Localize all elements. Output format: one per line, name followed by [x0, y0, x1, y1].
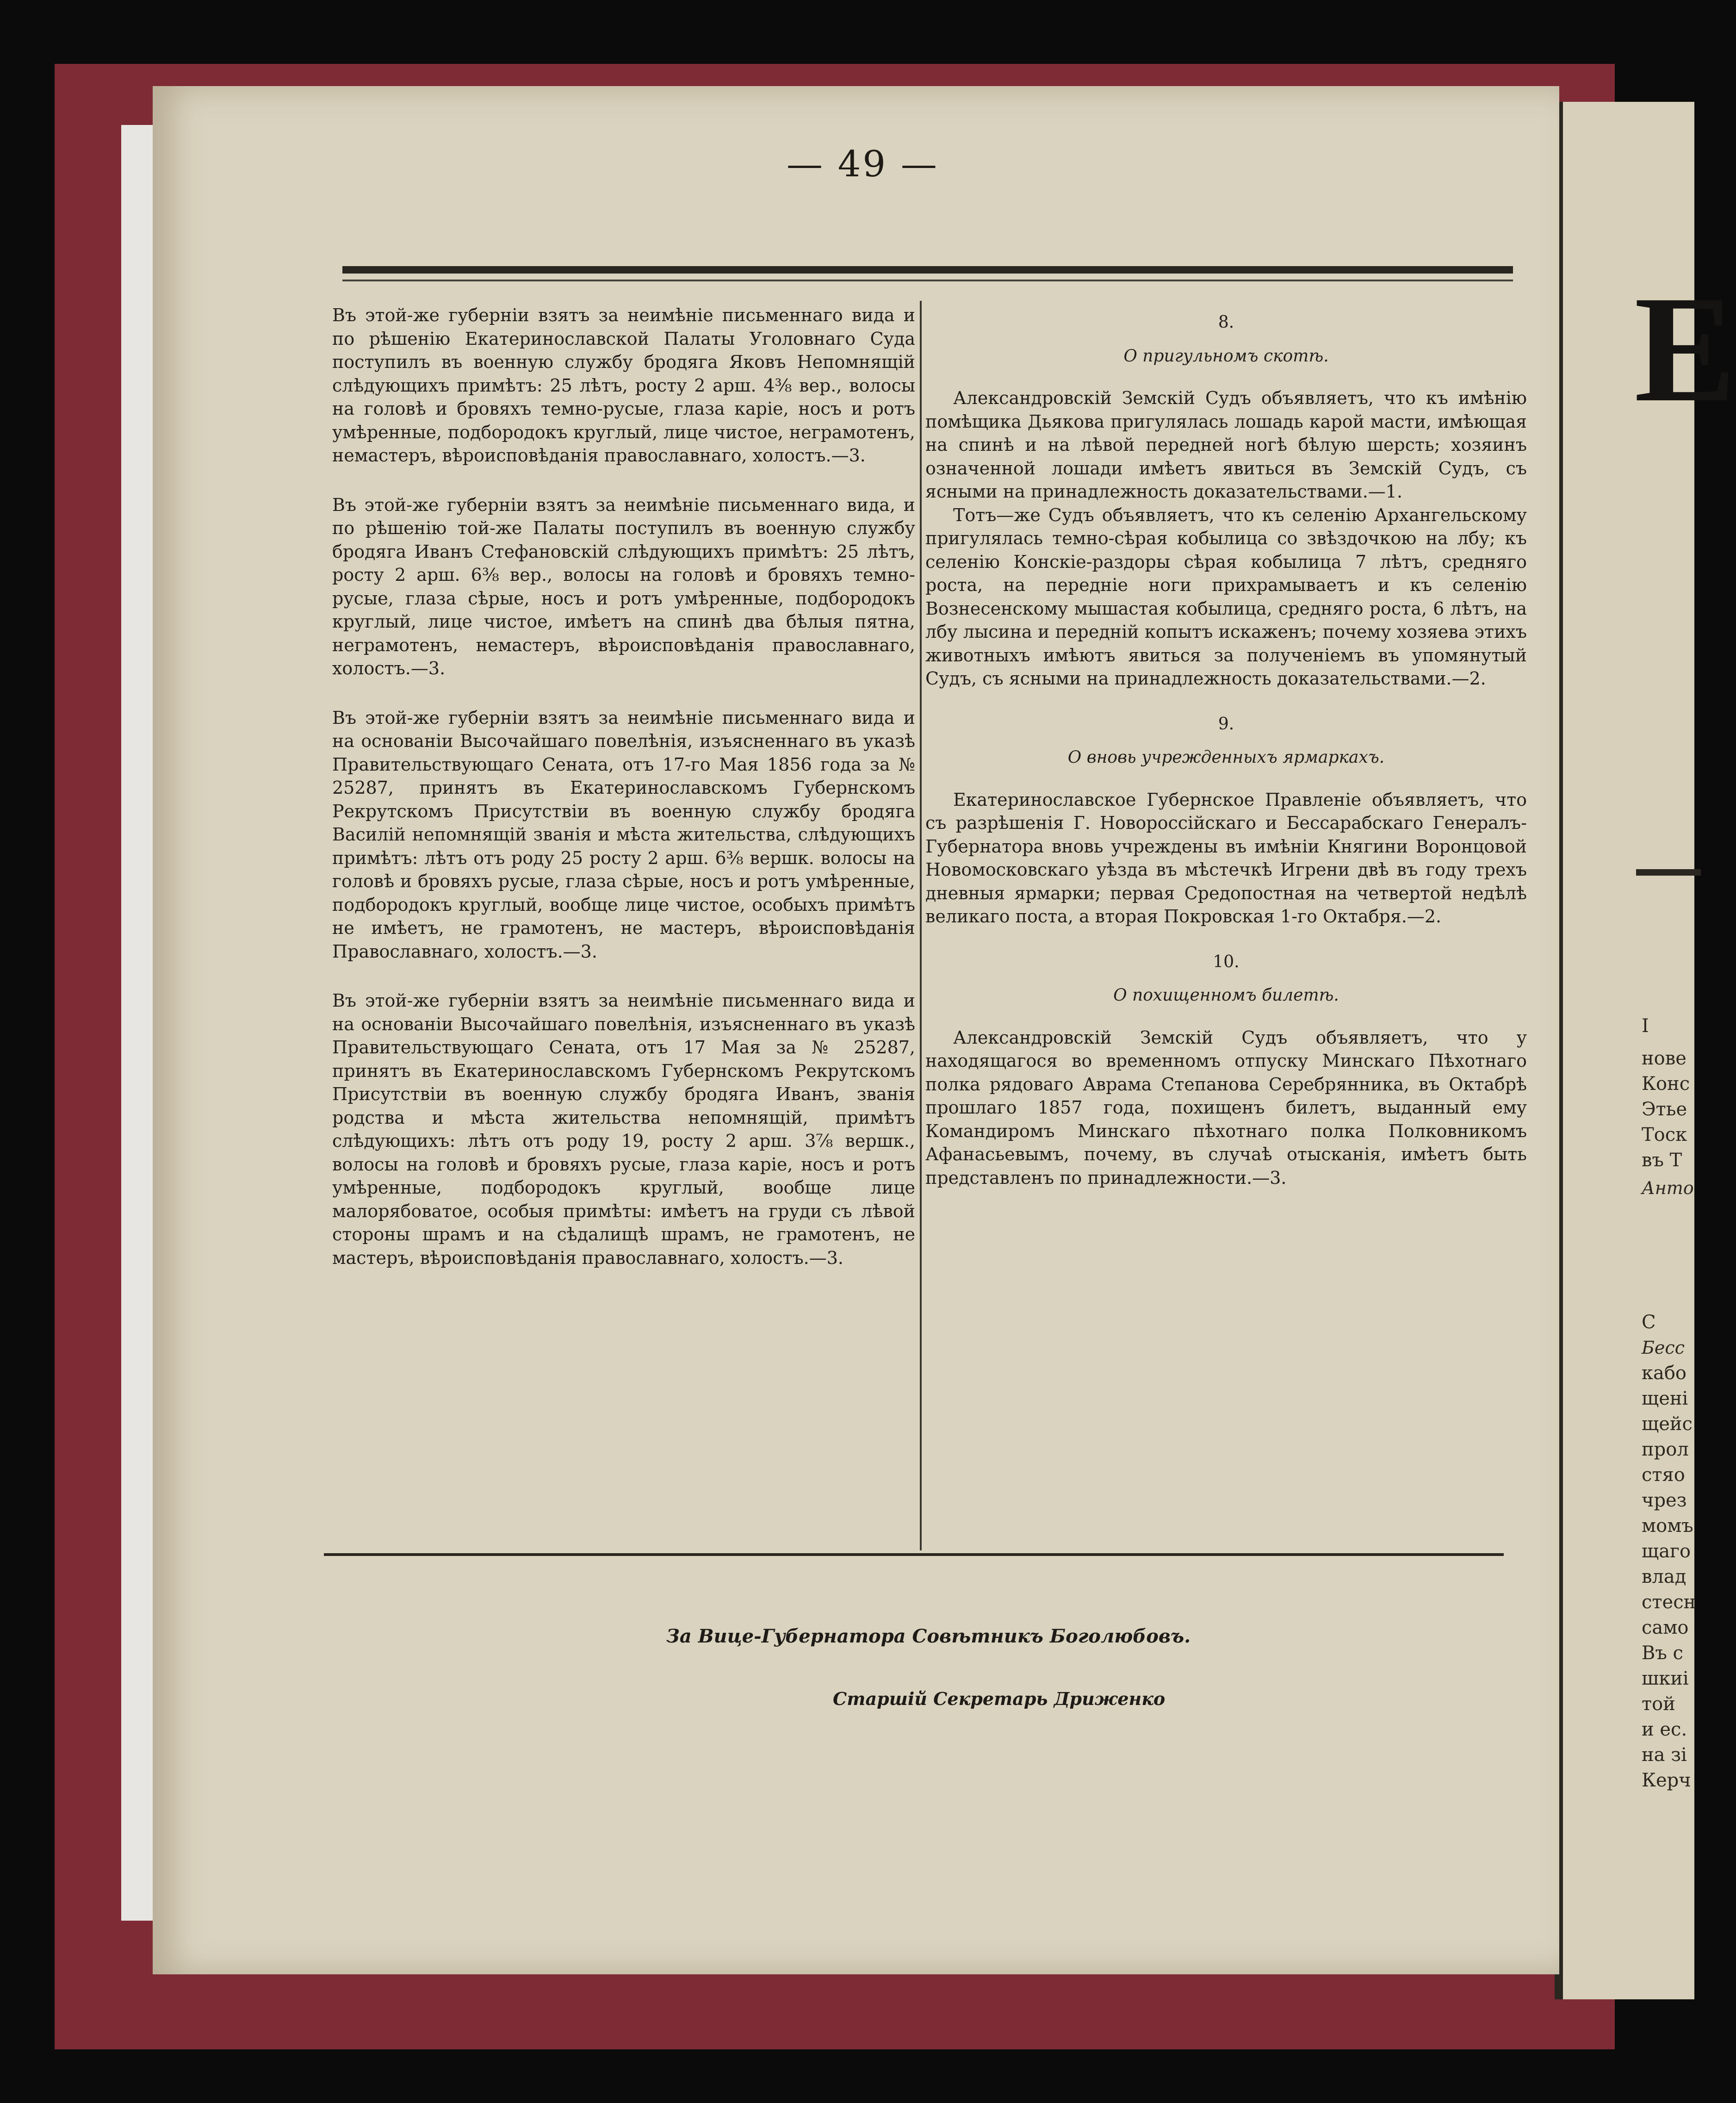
header-rule	[342, 266, 1513, 274]
next-page-line: кабо	[1642, 1363, 1687, 1384]
section-paragraph: Александровскій Земскій Судъ объявляетъ, что у находящагося во временномъ отпуску Минскаго Пѣхотнаго полка рядоваго Аврама Степанова Серебрянника, въ Октабрѣ прошлаго 1857 года, похищенъ билетъ, выданный ему Командиромъ Минскаго пѣхотнаго полка Полковникомъ Афанасьевымъ, почему, въ случаѣ отысканія, имѣетъ быть представленъ по принадлежности.—3.	[925, 1027, 1527, 1188]
section-8	[925, 311, 1527, 691]
section-paragraph: Александровскій Земскій Судъ объявляетъ, что къ имѣнію помѣщика Дьякова пригулялась лошадь карой масти, имѣющая на спинѣ и на лѣвой передней ногѣ бѣлую шерсть; хозяинъ означенной лошади имѣетъ явиться въ Земскій Судъ, съ ясными на принадлежность доказательствами.—1.	[925, 388, 1527, 502]
next-page-rule	[1636, 869, 1701, 876]
next-page-line: щаго	[1642, 1541, 1691, 1562]
next-page-line: щені	[1642, 1388, 1688, 1409]
next-page-line: момъ	[1642, 1515, 1693, 1537]
header-rule-thin	[342, 280, 1513, 281]
notice-entry: Въ этой-же губерніи взятъ за неимѣніе письменнаго вида и на основаніи Высочайшаго повелѣнія, изъясненнаго въ указѣ Правительствующаго Сената, отъ 17 Мая за № 25287, принятъ въ Екатеринославскомъ Губернскомъ Рекрутскомъ Присутствіи въ военную службу бродяга Иванъ, званія родства и мѣста жительства непомнящій, примѣтъ слѣдующихъ: лѣтъ отъ роду 19, росту 2 арш. 3⅞ вершк., волосы на головѣ и бровяхъ русые, глаза каріе, носъ и ротъ умѣренные, подбородокъ круглый, вообще лице малорябоватое, особыя примѣты: имѣетъ на груди съ лѣвой стороны шрамъ и на сѣдалищѣ шрамъ, не грамотенъ, не мастеръ, вѣроисповѣданія православнаго, холостъ.—3.	[332, 990, 915, 1268]
section-number: 9.	[1218, 714, 1234, 734]
section-paragraph: Екатеринославское Губернское Правленіе объявляетъ, что съ разрѣшенія Г. Новороссійскаго и Бессарабскаго Генералъ-Губернатора вновь учреждены въ имѣніи Княгини Воронцовой Новомосковскаго уѣзда въ мѣстечкѣ Игрени двѣ въ году трехъ дневныя ярмарки; первая Средопостная на четвертой недѣлѣ великаго поста, а вторая Покровская 1-го Октабря.—2.	[925, 789, 1527, 927]
notice-entry: Въ этой-же губерніи взятъ за неимѣніе письменнаго вида и по рѣшенію Екатеринославской Палаты Уголовнаго Суда поступилъ въ военную службу бродяга Яковъ Непомнящій слѣдующихъ примѣтъ: 25 лѣтъ, росту 2 арш. 4⅜ вер., волосы на головѣ и бровяхъ темно-русые, глаза каріе, носъ и ротъ умѣренные, подбородокъ круглый, лице чистое, неграмотенъ, немастеръ, вѣроисповѣданія православнаго, холостъ.—3.	[332, 305, 915, 466]
next-page-edge	[1555, 102, 1736, 1999]
next-page-line: прол	[1642, 1439, 1689, 1460]
column-divider	[920, 301, 922, 1550]
notice-entry: Въ этой-же губерніи взятъ за неимѣніе письменнаго вида и на основаніи Высочайшаго повелѣнія, изъясненнаго въ указѣ Правительствующаго Сената, отъ 17-го Мая 1856 года за № 25287, принятъ въ Екатеринославскомъ Губернскомъ Рекрутскомъ Присутствіи въ военную службу бродяга Василій непомнящій званія и мѣста жительства, слѣдующихъ примѣтъ: лѣтъ отъ роду 25 росту 2 арш. 6⅜ вершк. волосы на головѣ и бровяхъ русые, глаза сѣрые, носъ и ротъ умѣренные, подбородокъ круглый, вообще лице чистое, особыхъ примѣтъ не имѣетъ, не грамотенъ, не мастеръ, вѣроисповѣданія Православнаго, холостъ.—3.	[332, 707, 915, 962]
section-10	[925, 951, 1527, 1190]
next-page-line: I	[1642, 1015, 1649, 1037]
section-number: 10.	[1213, 952, 1240, 971]
section-heading: О вновь учрежденныхъ ярмаркахъ.	[1067, 748, 1385, 767]
next-page-line: Тоск	[1642, 1124, 1687, 1145]
next-page-line: въ Т	[1642, 1150, 1682, 1171]
next-page-line: стесн	[1642, 1592, 1696, 1613]
next-page-line: само	[1642, 1617, 1689, 1638]
next-page-line: чрез	[1642, 1490, 1687, 1511]
vice-governor-signature: За Вице-Губернатора Совѣтникъ Боголюбовъ.	[666, 1625, 1191, 1647]
next-page-heading: С	[1642, 1312, 1656, 1333]
left-column	[332, 304, 915, 1269]
section-heading: О пригульномъ скотѣ.	[1123, 346, 1329, 366]
next-page-line: нове	[1642, 1048, 1686, 1069]
notice-entry: Въ этой-же губерніи взятъ за неимѣніе письменнаго вида, и по рѣшенію той-же Палаты поступилъ въ военную службу бродяга Иванъ Стефановскій слѣдующихъ примѣтъ: 25 лѣтъ, росту 2 арш. 6⅜ вер., волосы на головѣ и бровяхъ темно-русые, глаза сѣрые, носъ и ротъ умѣренные, подбородокъ круглый, лице чистое, имѣетъ на спинѣ два бѣлыя пятна, неграмотенъ, немастеръ, вѣроисповѣданія православнаго, холостъ.—3.	[332, 494, 915, 678]
next-page-line: щейс	[1642, 1413, 1693, 1435]
right-column	[925, 311, 1527, 1212]
section-9	[925, 713, 1527, 928]
next-page-line: Этье	[1642, 1099, 1687, 1120]
section-paragraph: Тотъ—же Судъ объявляетъ, что къ селенію Архангельскому пригулялась темно-сѣрая кобылица со звѣздочкою на лбу; къ селенію Конскіе-раздоры сѣрая кобылица 7 лѣтъ, средняго роста, на передніе ноги прихрамываетъ и къ селенію Вознесенскому мышастая кобылица, средняго роста, 6 лѣтъ, на лбу лысина и передній копытъ искаженъ; почему хозяева этихъ животныхъ имѣютъ явиться за полученіемъ въ упомянутый Судъ, съ ясными на принадлежность доказательствами.—2.	[925, 504, 1527, 689]
next-page-line: той	[1642, 1693, 1675, 1715]
next-page-title-fragment: Е	[1634, 265, 1736, 434]
next-page-line: шкиі	[1642, 1668, 1689, 1689]
next-page-line: стяо	[1642, 1464, 1685, 1486]
next-page-italic: Бесс	[1642, 1338, 1685, 1358]
next-page-line: влад	[1642, 1566, 1686, 1587]
page-number: — 49 —	[787, 143, 939, 185]
footer-rule	[324, 1553, 1504, 1556]
section-number: 8.	[1218, 313, 1234, 332]
next-page-line: Конс	[1642, 1073, 1690, 1095]
next-page-italic: Анто	[1642, 1178, 1694, 1198]
next-page-line: на зі	[1642, 1744, 1687, 1766]
secretary-signature: Старшій Секретарь Дриженко	[833, 1688, 1166, 1709]
next-page-line: Керч	[1642, 1770, 1691, 1791]
next-page-line: Въ с	[1642, 1643, 1683, 1664]
section-heading: О похищенномъ билетѣ.	[1113, 986, 1339, 1005]
next-page-line: и ес.	[1642, 1719, 1687, 1740]
